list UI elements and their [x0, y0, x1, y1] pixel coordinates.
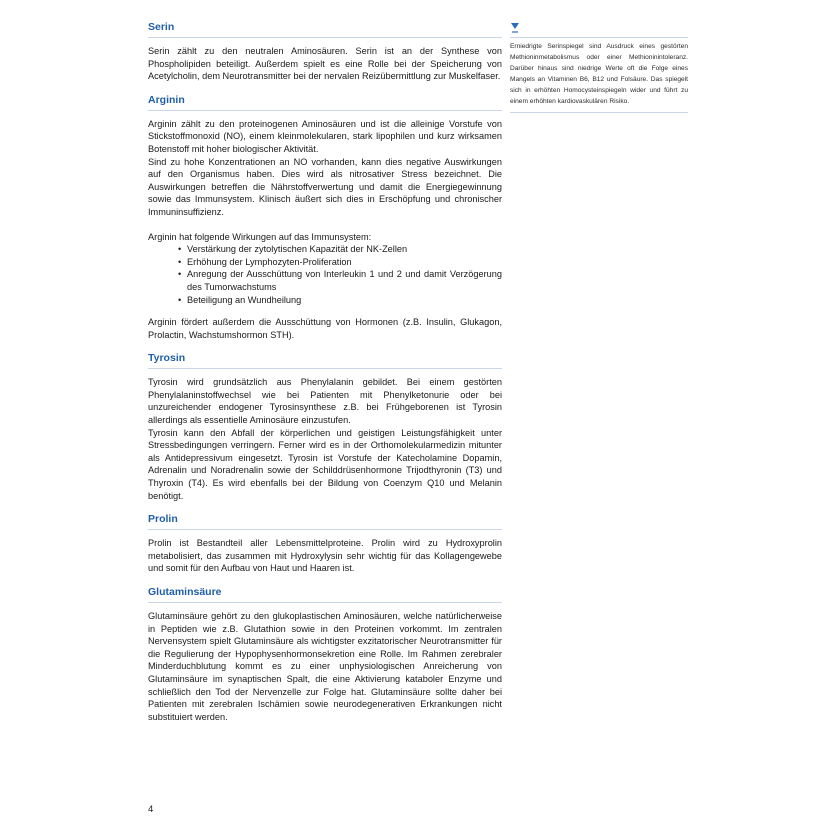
heading-serin: Serin: [148, 20, 502, 38]
section-prolin: [148, 512, 502, 575]
page-number: 4: [148, 804, 154, 815]
heading-prolin: Prolin: [148, 512, 502, 530]
list-item: • Verstärkung der zytolytischen Kapazität der NK-Zellen: [178, 243, 502, 256]
paragraph-tyrosin: Tyrosin wird grundsätzlich aus Phenylalanin gebildet. Bei einem gestörten Phenylalaninstoffwechsel wie bei Patienten mit Phenylketonurie oder bei unzureichender endogener Tyrosinsynthese z.B. bei Frühgeborenen ist Tyrosin allerdings als essentielle Aminosäure einzustufen. Tyrosin kann den Abfall der körperlichen und geistigen Leistungsfähigkeit unter Stressbedingungen verringern. Ferner wird es in der Orthomolekularmedizin mitunter als Antidepressivum eingesetzt. Tyrosin ist Vorstufe der Katecholamine Dopamin, Adrenalin und Noradrenalin sowie der Schilddrüsenhormone Trijodthyronin (T3) und Thyroxin (T4). Es wird ebenfalls bei der Bildung von Coenzym Q10 und Melanin benötigt.: [148, 377, 502, 501]
paragraph-prolin: Prolin ist Bestandteil aller Lebensmittelproteine. Prolin wird zu Hydroxyprolin metabolisiert, das zusammen mit Hydroxylysin sehr wichtig für das Kollagengewebe und somit für den Aufbau von Haut und Haaren ist.: [148, 538, 502, 574]
paragraph-arginin-hormones: Arginin fördert außerdem die Ausschüttung von Hormonen (z.B. Insulin, Glukagon, Prolactin, Wachstumshormon STH).: [148, 317, 502, 340]
paragraph-serin: Serin zählt zu den neutralen Aminosäuren. Serin ist an der Synthese von Phospholipiden beteiligt. Außerdem spielt es eine Rolle bei der Speicherung von Acetylcholin, dem Neurotransmitter bei der nervalen Reizübermittlung zur Muskelfaser.: [148, 46, 502, 82]
arginin-effects-list: [148, 243, 502, 306]
arrow-down-icon: [510, 22, 520, 34]
section-serin: [148, 20, 502, 83]
paragraph-arginin-intro: Arginin zählt zu den proteinogenen Aminosäuren und ist die alleinige Vorstufe von Stickstoffmonoxid (NO), einem kleinmolekularen, stark lipophilen und kurz wirksamen Botenstoff mit hoher biologischer Aktivität. Sind zu hohe Konzentrationen an NO vorhanden, kann dies negative Auswirkungen auf den Organismus haben. Dies wird als nitrosativer Stress bezeichnet. Die Auswirkungen betreffen die Nährstoffverwertung und damit die Energiegewinnung sowie das Immunsystem. Klinisch äußert sich dies in Erschöpfung und chronischer Immuninsuffizienz.: [148, 118, 502, 217]
list-item: • Erhöhung der Lymphozyten-Proliferation: [178, 256, 502, 269]
sidebar-note-block: [510, 22, 688, 113]
section-arginin: [148, 93, 502, 342]
paragraph-glutaminsaeure: Glutaminsäure gehört zu den glukoplastischen Aminosäuren, welche natürlicherweise in Peptiden wie z.B. Glutathion sowie in den Proteinen vorkommt. Im zentralen Nervensystem spielt Glutaminsäure als wichtigster exzitatorischer Neurotransmitter für die Regulierung der Hypophysenhormonsekretion eine Rolle. Im Rahmen zerebraler Minderduchblutung kommt es zu einer unphysiologischen Anreicherung von Glutaminsäure im synaptischen Spalt, die eine Aktivierung kataboler Enzyme und schließlich den Tod der Nervenzelle zur Folge hat. Glutaminsäure sollte daher bei Patienten mit zerebralen Ischämien sowie neurodegenerativen Erkrankungen nicht substituiert werden.: [148, 611, 502, 722]
list-item: • Beteiligung an Wundheilung: [178, 294, 502, 307]
heading-arginin: Arginin: [148, 93, 502, 111]
section-tyrosin: [148, 351, 502, 502]
heading-tyrosin: Tyrosin: [148, 351, 502, 369]
heading-glutaminsaeure: Glutaminsäure: [148, 585, 502, 603]
section-glutaminsaeure: [148, 585, 502, 723]
list-item: • Anregung der Ausschüttung von Interleukin 1 und 2 und damit Verzögerung des Tumorwachstums: [178, 268, 502, 293]
sidebar-note: Erniedrigte Serinspiegel sind Ausdruck eines gestörten Methioninmetabolismus oder einer Methioninintoleranz. Darüber hinaus sind niedrige Werte oft die Folge eines Mangels an Vitaminen B6, B12 und Folsäure. Das spiegelt sich in erhöhten Homocysteinspiegeln wider und führt zu einem erhöhten kardiovaskulären Risiko.: [510, 37, 688, 113]
paragraph-arginin-effects: Arginin hat folgende Wirkungen auf das Immunsystem:: [148, 231, 372, 242]
main-column: [148, 20, 502, 733]
